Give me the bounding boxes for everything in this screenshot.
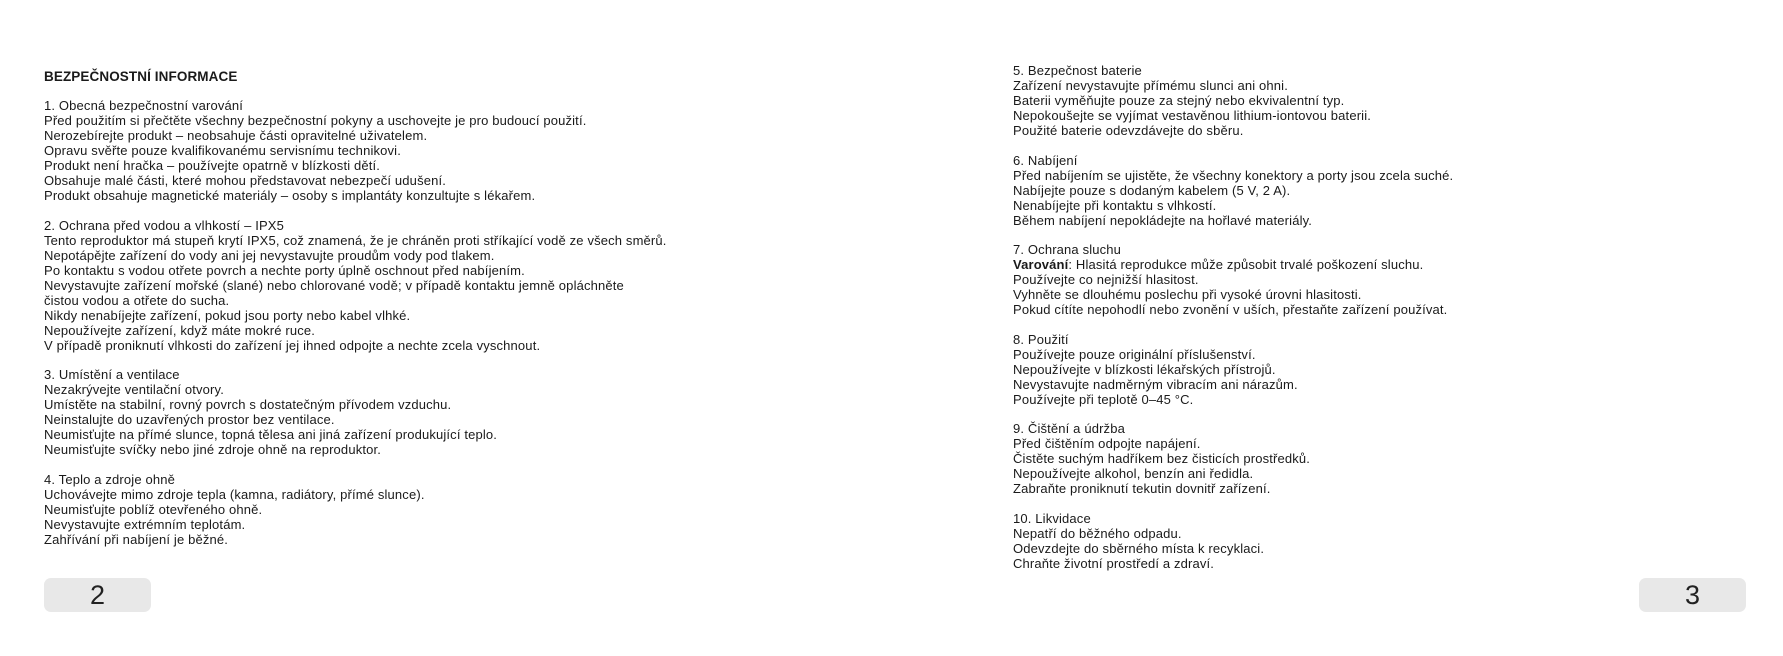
section-line: Obsahuje malé části, které mohou představovat nebezpečí udušení. bbox=[44, 173, 446, 188]
section-line: Čistěte suchým hadříkem bez čisticích prostředků. bbox=[1013, 451, 1311, 466]
section-heading: 3. Umístění a ventilace bbox=[44, 367, 180, 382]
warning-line bbox=[1013, 257, 1713, 272]
section-line: Používejte pouze originální příslušenství. bbox=[1013, 346, 1256, 362]
section-heading: 5. Bezpečnost baterie bbox=[1013, 63, 1142, 78]
section-line: Umístěte na stabilní, rovný povrch s dostatečným přívodem vzduchu. bbox=[44, 397, 452, 412]
section-usage bbox=[1013, 332, 1713, 407]
section-water-protection bbox=[44, 218, 844, 353]
left-page bbox=[0, 0, 891, 656]
section-disposal bbox=[1013, 511, 1713, 571]
section-line: Před nabíjením se ujistěte, že všechny konektory a porty jsou zcela suché. bbox=[1013, 167, 1454, 183]
section-line: Nenabíjejte při kontaktu s vlhkostí. bbox=[1013, 197, 1217, 213]
section-line: Nepokoušejte se vyjímat vestavěnou lithium-iontovou baterii. bbox=[1013, 108, 1372, 123]
section-line: Nepoužívejte alkohol, benzín ani ředidla. bbox=[1013, 466, 1254, 481]
section-hearing-protection bbox=[1013, 242, 1713, 317]
section-line: Odevzdejte do sběrného místa k recyklaci. bbox=[1013, 540, 1265, 556]
section-heading: 8. Použití bbox=[1013, 331, 1069, 347]
section-line: Zařízení nevystavujte přímému slunci ani ohni. bbox=[1013, 78, 1288, 93]
section-battery-safety bbox=[1013, 63, 1713, 138]
section-line: Neumisťujte na přímé slunce, topná tělesa ani jiná zařízení produkující teplo. bbox=[44, 427, 498, 442]
section-line: Produkt obsahuje magnetické materiály – osoby s implantáty konzultujte s lékařem. bbox=[44, 188, 536, 203]
section-charging bbox=[1013, 153, 1713, 228]
section-line: Nevystavujte nadměrným vibracím ani nárazům. bbox=[1013, 376, 1298, 392]
section-line: Neumisťujte poblíž otevřeného ohně. bbox=[44, 501, 263, 517]
section-line: Po kontaktu s vodou otřete povrch a nechte porty úplně oschnout před nabíjením. bbox=[44, 262, 525, 278]
left-page-content bbox=[44, 69, 844, 561]
section-line: Produkt není hračka – používejte opatrně v blízkosti dětí. bbox=[44, 158, 381, 173]
section-line: Chraňte životní prostředí a zdraví. bbox=[1013, 555, 1215, 571]
section-line: Zahřívání při nabíjení je běžné. bbox=[44, 531, 229, 547]
section-heat-fire bbox=[44, 472, 844, 547]
section-heading: 6. Nabíjení bbox=[1013, 152, 1078, 168]
right-page-content bbox=[1013, 63, 1713, 585]
section-line: Nikdy nenabíjejte zařízení, pokud jsou porty nebo kabel vlhké. bbox=[44, 307, 411, 323]
section-heading: 9. Čištění a údržba bbox=[1013, 421, 1125, 436]
section-line: Nepoužívejte zařízení, když máte mokré ruce. bbox=[44, 322, 316, 338]
section-line: Nepotápějte zařízení do vody ani jej nevystavujte proudům vody pod tlakem. bbox=[44, 247, 495, 263]
section-line: Nerozebírejte produkt – neobsahuje části opravitelné uživatelem. bbox=[44, 128, 428, 143]
section-line: Vyhněte se dlouhému poslechu při vysoké úrovni hlasitosti. bbox=[1013, 287, 1362, 302]
section-line: Během nabíjení nepokládejte na hořlavé materiály. bbox=[1013, 212, 1313, 228]
section-line: Používejte při teplotě 0–45 °C. bbox=[1013, 391, 1194, 407]
section-general-warnings bbox=[44, 98, 844, 203]
section-cleaning-maintenance bbox=[1013, 421, 1713, 496]
warning-text: : Hlasitá reprodukce může způsobit trvalé poškození sluchu. bbox=[1068, 257, 1424, 272]
section-heading: 4. Teplo a zdroje ohně bbox=[44, 471, 175, 487]
section-line: Nepoužívejte v blízkosti lékařských přístrojů. bbox=[1013, 361, 1276, 377]
page-number-badge: 3 bbox=[1639, 578, 1746, 612]
section-heading: 7. Ochrana sluchu bbox=[1013, 242, 1122, 257]
section-line: čistou vodou a otřete do sucha. bbox=[44, 292, 230, 308]
section-line: Nevystavujte extrémním teplotám. bbox=[44, 516, 246, 532]
section-line: Nevystavujte zařízení mořské (slané) nebo chlorované vodě; v případě kontaktu jemně opláchněte bbox=[44, 277, 624, 293]
page-number-badge: 2 bbox=[44, 578, 151, 612]
section-heading: 1. Obecná bezpečnostní varování bbox=[44, 98, 244, 113]
section-line: Nepatří do běžného odpadu. bbox=[1013, 525, 1182, 541]
section-heading: 10. Likvidace bbox=[1013, 510, 1091, 526]
section-line: Baterii vyměňujte pouze za stejný nebo ekvivalentní typ. bbox=[1013, 93, 1345, 108]
section-line: Používejte co nejnižší hlasitost. bbox=[1013, 272, 1199, 287]
section-heading: 2. Ochrana před vodou a vlhkostí – IPX5 bbox=[44, 217, 284, 233]
warning-label: Varování bbox=[1013, 257, 1069, 272]
section-line: Nezakrývejte ventilační otvory. bbox=[44, 382, 224, 397]
section-line: Uchovávejte mimo zdroje tepla (kamna, radiátory, přímé slunce). bbox=[44, 486, 425, 502]
section-line: Před čištěním odpojte napájení. bbox=[1013, 436, 1201, 451]
section-line: Před použitím si přečtěte všechny bezpečnostní pokyny a uschovejte je pro budoucí použití. bbox=[44, 113, 587, 128]
section-line: Pokud cítíte nepohodlí nebo zvonění v uších, přestaňte zařízení používat. bbox=[1013, 302, 1448, 317]
section-placement-ventilation bbox=[44, 367, 844, 457]
document-title: BEZPEČNOSTNÍ INFORMACE bbox=[44, 69, 238, 84]
section-line: Neumisťujte svíčky nebo jiné zdroje ohně na reproduktor. bbox=[44, 442, 382, 457]
section-line: Opravu svěřte pouze kvalifikovanému servisnímu technikovi. bbox=[44, 143, 401, 158]
section-line: Použité baterie odevzdávejte do sběru. bbox=[1013, 123, 1244, 138]
section-line: V případě proniknutí vlhkosti do zařízení jej ihned odpojte a nechte zcela vyschnout. bbox=[44, 337, 541, 353]
section-line: Tento reproduktor má stupeň krytí IPX5, což znamená, že je chráněn proti stříkající vodě ze všech směrů. bbox=[44, 232, 667, 248]
section-line: Neinstalujte do uzavřených prostor bez ventilace. bbox=[44, 412, 335, 427]
section-line: Zabraňte proniknutí tekutin dovnitř zařízení. bbox=[1013, 481, 1271, 496]
section-line: Nabíjejte pouze s dodaným kabelem (5 V, 2 A). bbox=[1013, 182, 1291, 198]
right-page bbox=[891, 0, 1783, 656]
